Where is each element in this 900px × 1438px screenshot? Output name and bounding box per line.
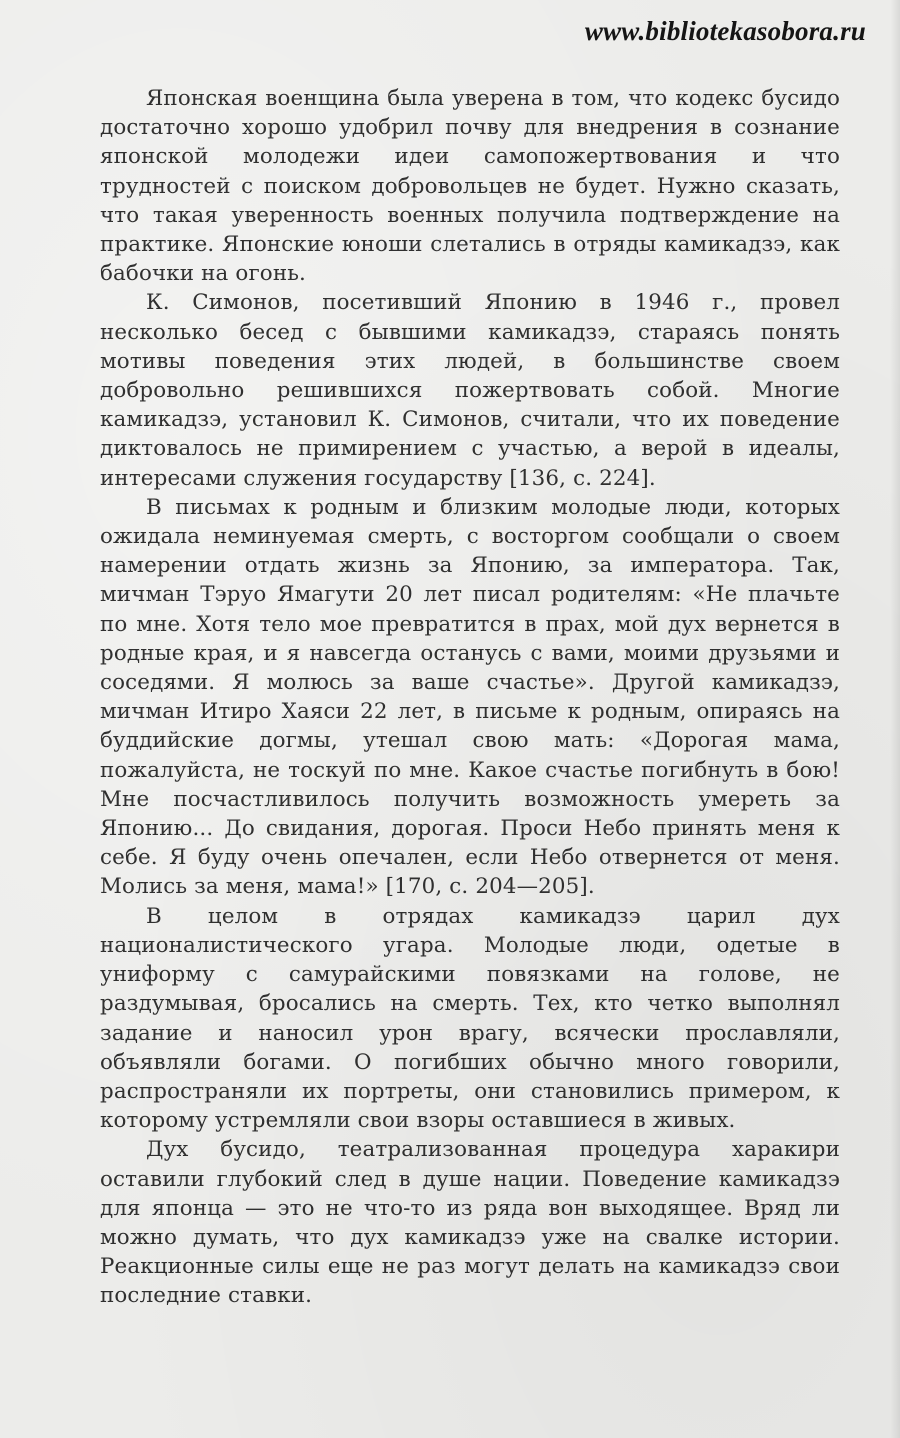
site-watermark: www.bibliotekasobora.ru — [584, 16, 866, 46]
page-edge-shadow — [890, 0, 900, 1438]
body-text — [100, 84, 840, 1311]
paragraph-2: К. Симонов, посетивший Японию в 1946 г., провел несколько бесед с бывшими камикадзэ, стараясь понять мотивы поведения этих людей, в большинстве своем добровольно решившихся пожертвовать собой. Многие камикадзэ, установил К. Симонов, считали, что их поведение диктовалось не примирением с участью, а верой в идеалы, интересами служения государству [136, с. 224]. — [100, 290, 840, 491]
paragraph-1: Японская военщина была уверена в том, что кодекс бусидо достаточно хорошо удобрил почву для внедрения в сознание японской молодежи идеи самопожертвования и что трудностей с поиском добровольцев не будет. Нужно сказать, что такая уверенность военных получила подтверждение на практике. Японские юноши слетались в отряды камикадзэ, как бабочки на огонь. — [100, 86, 840, 287]
paragraph-5: Дух бусидо, театрализованная процедура харакири оставили глубокий след в душе нации. Поведение камикадзэ для японца — это не что-то из ряда вон выходящее. Вряд ли можно думать, что дух камикадзэ уже на свалке истории. Реакционные силы еще не раз могут делать на камикадзэ свои последние ставки. — [100, 1137, 840, 1309]
paragraph-4: В целом в отрядах камикадзэ царил дух националистического угара. Молодые люди, одетые в униформу с самурайскими повязками на голове, не раздумывая, бросались на смерть. Тех, кто четко выполнял задание и наносил урон врагу, всячески прославляли, объявляли богами. О погибших обычно много говорили, распространяли их портреты, они становились примером, к которому устремляли свои взоры оставшиеся в живых. — [100, 903, 840, 1134]
paragraph-3: В письмах к родным и близким молодые люди, которых ожидала неминуемая смерть, с восторгом сообщали о своем намерении отдать жизнь за Японию, за императора. Так, мичман Тэруо Ямагути 20 лет писал родителям: «Не плачьте по мне. Хотя тело мое превратится в прах, мой дух вернется в родные края, и я навсегда останусь с вами, моими друзьями и соседями. Я молюсь за ваше счастье». Другой камикадзэ, мичман Итиро Хаяси 22 лет, в письме к родным, опираясь на буддийские догмы, утешал свою мать: «Дорогая мама, пожалуйста, не тоскуй по мне. Какое счастье погибнуть в бою! Мне посчастливилось получить возможность умереть за Японию... До свидания, дорогая. Проси Небо принять меня к себе. Я буду очень опечален, если Небо отвернется от меня. Молись за меня, мама!» [170, с. 204—205]. — [100, 494, 840, 900]
